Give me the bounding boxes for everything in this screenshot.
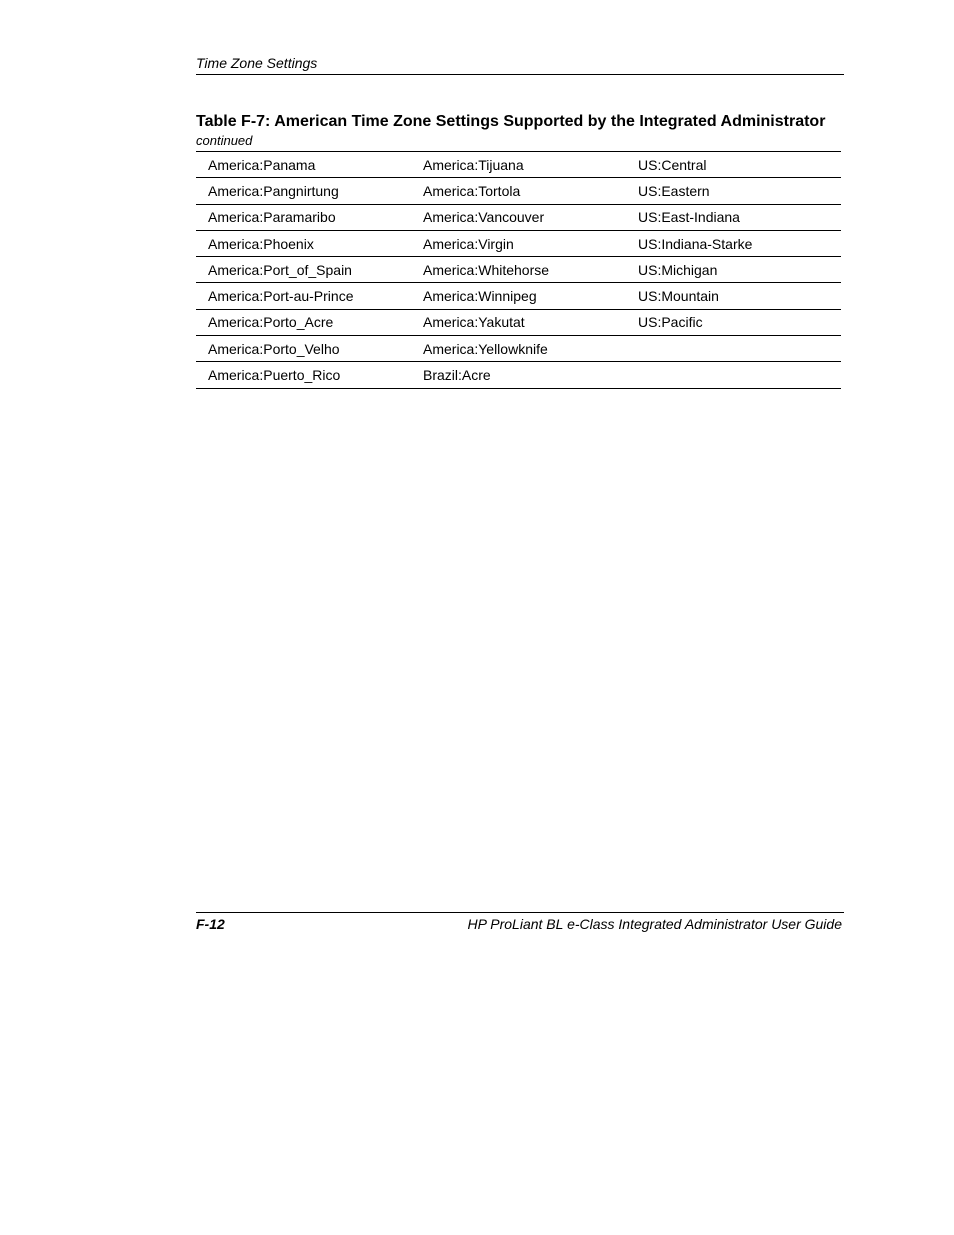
table-cell: America:Yakutat bbox=[411, 309, 626, 335]
table-row bbox=[196, 230, 841, 256]
table-cell: US:Central bbox=[626, 152, 841, 178]
table-row bbox=[196, 309, 841, 335]
table-cell: America:Pangnirtung bbox=[196, 178, 411, 204]
table-cell: America:Winnipeg bbox=[411, 283, 626, 309]
table-cell: America:Porto_Velho bbox=[196, 336, 411, 362]
table-cell: America:Whitehorse bbox=[411, 257, 626, 283]
continued-label: continued bbox=[196, 133, 253, 148]
table-title: Table F-7: American Time Zone Settings Supported by the Integrated Administrator bbox=[196, 113, 826, 130]
table-cell: America:Vancouver bbox=[411, 204, 626, 230]
table-row bbox=[196, 283, 841, 309]
table-cell: US:East-Indiana bbox=[626, 204, 841, 230]
running-header: Time Zone Settings bbox=[196, 55, 844, 75]
table-row bbox=[196, 257, 841, 283]
table-cell: America:Port_of_Spain bbox=[196, 257, 411, 283]
table-cell: US:Indiana-Starke bbox=[626, 230, 841, 256]
table-row bbox=[196, 152, 841, 178]
table-cell: America:Virgin bbox=[411, 230, 626, 256]
table-cell: America:Yellowknife bbox=[411, 336, 626, 362]
table-cell: America:Puerto_Rico bbox=[196, 362, 411, 388]
table-row bbox=[196, 362, 841, 388]
table-cell: Brazil:Acre bbox=[411, 362, 626, 388]
running-footer bbox=[196, 912, 844, 933]
table-cell: US:Eastern bbox=[626, 178, 841, 204]
time-zone-table bbox=[196, 151, 841, 389]
table-row bbox=[196, 178, 841, 204]
table-row bbox=[196, 336, 841, 362]
guide-title: HP ProLiant BL e-Class Integrated Administrator User Guide bbox=[467, 916, 842, 932]
table-cell: America:Phoenix bbox=[196, 230, 411, 256]
table-row bbox=[196, 204, 841, 230]
table-cell: US:Mountain bbox=[626, 283, 841, 309]
table-cell: America:Porto_Acre bbox=[196, 309, 411, 335]
table-cell: America:Port-au-Prince bbox=[196, 283, 411, 309]
table-cell bbox=[626, 362, 841, 388]
table-cell bbox=[626, 336, 841, 362]
table-cell: US:Pacific bbox=[626, 309, 841, 335]
table-caption bbox=[196, 112, 840, 150]
table-cell: America:Panama bbox=[196, 152, 411, 178]
table-cell: America:Paramaribo bbox=[196, 204, 411, 230]
page-number: F-12 bbox=[196, 916, 225, 932]
table-cell: America:Tijuana bbox=[411, 152, 626, 178]
table-cell: US:Michigan bbox=[626, 257, 841, 283]
table-cell: America:Tortola bbox=[411, 178, 626, 204]
